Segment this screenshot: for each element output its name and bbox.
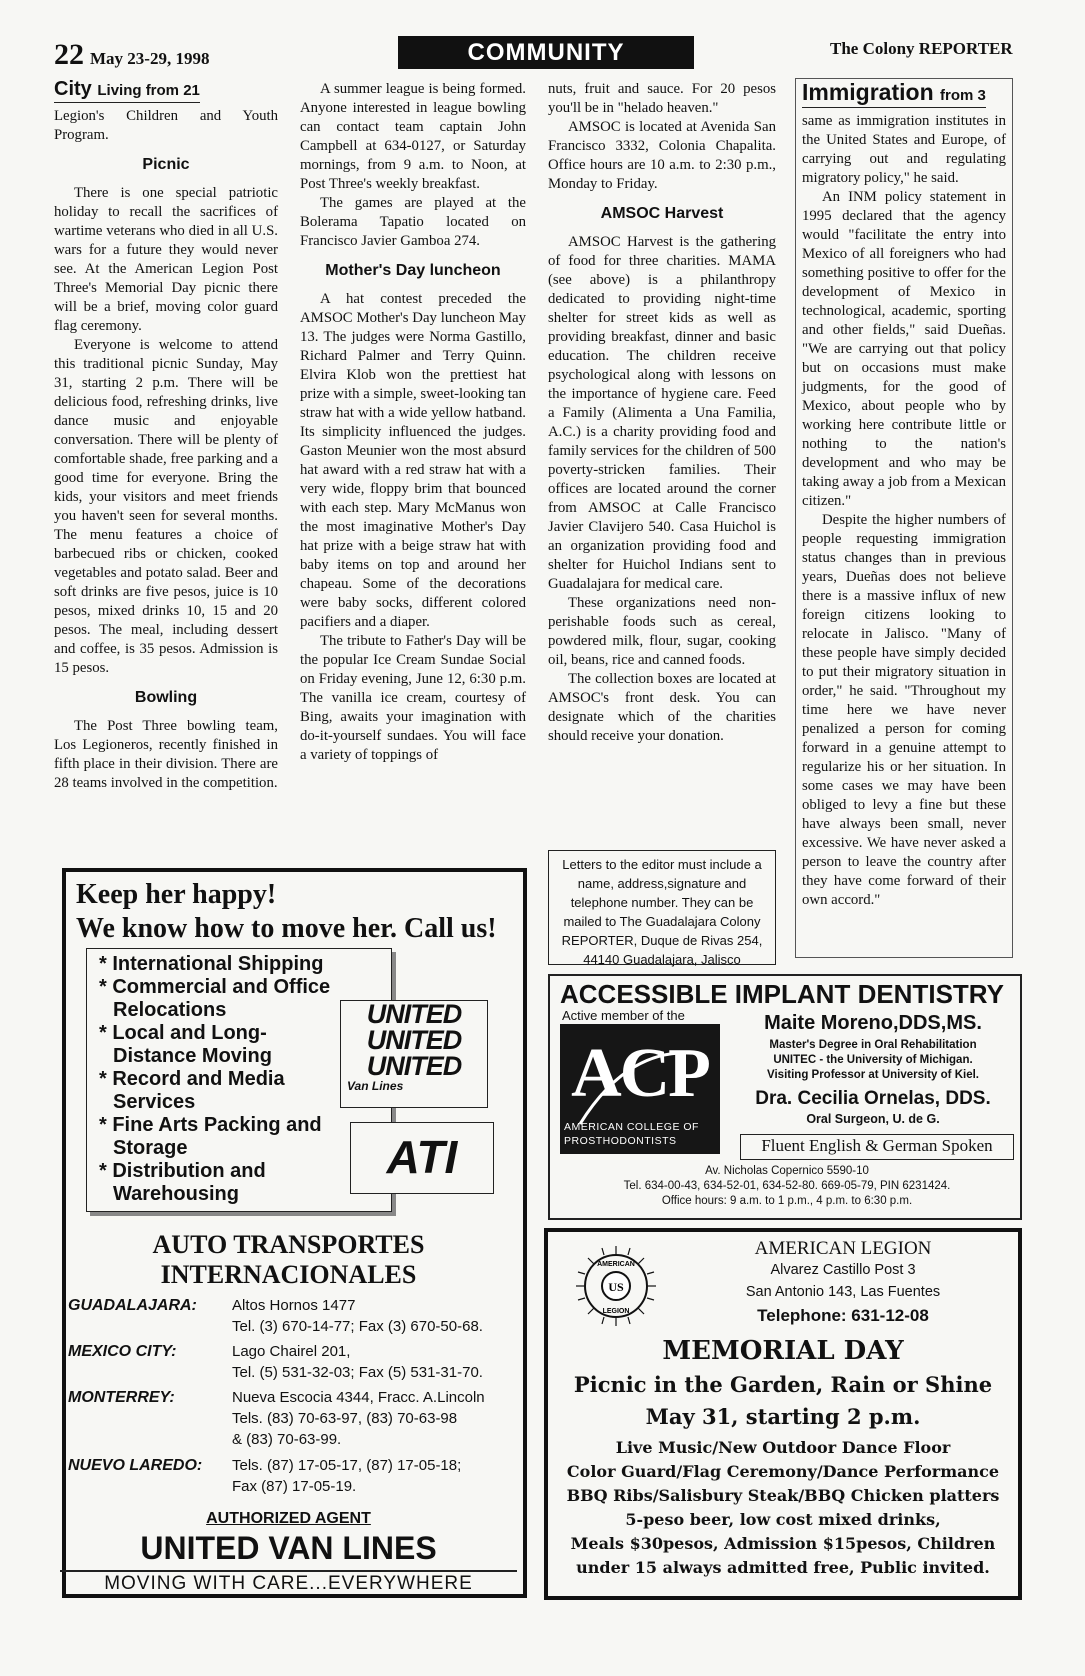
mothers-day-paragraph: A hat contest preceded the AMSOC Mother's Day luncheon May 13. The judges were Norma Gastillo, Richard Palmer and Terry Quinn. Elvira Klob won the prettiest hat prize with a simple, sweet-looking tan straw hat with a wide yellow hatband. Its simplicity influenced the judges. Gaston Meunier won the most absurd hat award with a red straw hat with a very wide, floppy brim that bounced with each step. Mary McManus won the most imaginative Mother's Day hat prize with a beige straw hat with baby items on top and around her chapeau. Some of the decorations were baby socks, different colored pacifiers and a diaper. — [300, 291, 527, 630]
languages-spoken: Fluent English & German Spoken — [740, 1134, 1014, 1160]
office-city: NUEVO LAREDO: — [68, 1457, 203, 1474]
doctor-2-credentials: Oral Surgeon, U. de G. — [806, 1112, 940, 1126]
acp-caption — [564, 1120, 699, 1148]
ati-logo: ATI — [350, 1122, 494, 1194]
office-address: Nueva Escocia 4344, Fracc. A.Lincoln — [232, 1389, 485, 1406]
picnic-paragraph: Everyone is welcome to attend this traditional picnic Sunday, May 31, starting 2 p.m. There will be delicious food, refreshing drinks, live dance music and enjoyable conversation. There will be plenty of comfortable shade, free parking and a good time for everyone. Bring the kids, your visitors and meet friends you haven't seen for several months. The menu features a choice of barbecued ribs or chicken, cooked vegetables and potato salad. Beer and soft drinks are five pesos, juice is 10 pesos, mixed drinks 10, 15 and 20 pesos. The meal, including dessert and coffee, is 35 pesos. Admission is 15 pesos. — [54, 337, 278, 676]
van-lines-label: Van Lines — [347, 1079, 404, 1093]
section-title: COMMUNITY — [398, 36, 694, 69]
acp-letters: ACP — [571, 1035, 709, 1112]
doctor-1-name: Maite Moreno,DDS,MS. — [764, 1012, 982, 1034]
city-living-kicker — [54, 80, 200, 103]
picnic-heading: Picnic — [142, 156, 190, 173]
dentistry-ad — [548, 974, 1022, 1220]
company-name-line: AUTO TRANSPORTES — [152, 1230, 425, 1259]
kicker-main: City — [54, 78, 92, 100]
dentistry-address: Av. Nicholas Copernico 5590-10 — [705, 1165, 869, 1177]
office-fax: Fax (87) 17-05-19. — [232, 1478, 357, 1495]
service-item: * Commercial and Office Relocations — [99, 976, 331, 1021]
bowling-heading: Bowling — [134, 689, 198, 706]
office-city: GUADALAJARA: — [68, 1297, 197, 1314]
office-address: Lago Chairel 201, — [232, 1343, 351, 1360]
event-title: MEMORIAL DAY — [662, 1336, 904, 1366]
harvest-paragraph: The collection boxes are located at AMSOC's front desk. You can designate which of the charities should receive your donation. — [548, 671, 776, 744]
service-item: * Fine Arts Packing and Storage — [99, 1114, 322, 1159]
legion-telephone: Telephone: 631-12-08 — [757, 1306, 929, 1325]
issue-date: May 23-29, 1998 — [90, 49, 210, 68]
credential-line: Visiting Professor at University of Kiel. — [767, 1069, 979, 1081]
toppings-paragraph: nuts, fruit and sauce. For 20 pesos you'll be in "helado heaven." — [548, 81, 776, 116]
seal-bottom-text: LEGION — [602, 1308, 630, 1315]
service-item: * Record and Media Services — [99, 1068, 285, 1113]
bowling-paragraph: The Post Three bowling team, Los Legioneros, recently finished in fifth place in their division. There are 28 teams involved in the competition. — [54, 718, 278, 791]
american-legion-emblem-icon — [574, 1244, 658, 1328]
service-item: * Distribution and Warehousing — [99, 1160, 266, 1205]
dentistry-phones: Tel. 634-00-43, 634-52-01, 634-52-80. 669-05-79, PIN 6231424. — [623, 1180, 951, 1192]
immigration-kicker — [802, 79, 986, 108]
office-city: MONTERREY: — [68, 1389, 175, 1406]
immigration-paragraph: same as immigration institutes in the United States and Europe, of carrying out and regulating migratory policy," he said. — [802, 113, 1006, 186]
credential-line: Master's Degree in Oral Rehabilitation — [769, 1039, 977, 1051]
service-item: * International Shipping — [99, 953, 324, 975]
mothers-day-heading: Mother's Day luncheon — [325, 262, 501, 279]
office-city: MEXICO CITY: — [68, 1343, 177, 1360]
column-harvest — [548, 80, 776, 746]
column-city-living — [54, 80, 278, 793]
office-phone: Tels. (83) 70-63-97, (83) 70-63-98 — [232, 1410, 458, 1427]
letters-to-editor-box: Letters to the editor must include a name, address,signature and telephone number. They can be mailed to The Guadalajara Colony REPORTER, Duque de Rivas 254, 44140 Guadalajara, Jalisco — [548, 850, 776, 965]
legion-org: AMERICAN LEGION — [754, 1238, 932, 1259]
ad-headline-1: Keep her happy! — [76, 879, 277, 910]
office-phone: & (83) 70-63-99. — [232, 1431, 342, 1448]
page-number: 22 — [54, 38, 84, 71]
office-address: Altos Hornos 1477 — [232, 1297, 356, 1314]
service-item: * Local and Long-Distance Moving — [99, 1022, 272, 1067]
event-detail: BBQ Ribs/Salisbury Steak/BBQ Chicken platters — [566, 1486, 1000, 1505]
legion-address: San Antonio 143, Las Fuentes — [745, 1284, 941, 1300]
intro-text: Legion's Children and Youth Program. — [54, 108, 278, 143]
doctor-2-name: Dra. Cecilia Ornelas, DDS. — [755, 1088, 991, 1109]
doctor-1-credentials — [738, 1038, 1008, 1083]
seal-center-text: US — [608, 1280, 624, 1294]
acp-logo — [560, 1024, 720, 1154]
united-wordmark: UNITED — [366, 1051, 462, 1081]
event-detail: under 15 always admitted free, Public invited. — [576, 1558, 990, 1577]
company-name — [66, 1230, 511, 1290]
immigration-paragraph: An INM policy statement in 1995 declared that the agency would "facilitate the entry into Mexico of all foreigners who had something positive to offer for the development of Mexico in technological, academic, sporting and other fields," said Dueñas. "We are carrying out that policy but on occasions must make judgments, for the good of Mexico, about people who by working here contribute little or nothing to the nation's development and who may be taking away a job from a Mexican citizen." — [802, 189, 1006, 509]
authorized-agent-label: AUTHORIZED AGENT — [206, 1510, 371, 1527]
harvest-paragraph: These organizations need non-perishable foods such as cereal, powdered milk, flour, sugar, cooking oil, beans, rice and canned foods. — [548, 595, 776, 668]
credential-line: UNITEC - the University of Michigan. — [773, 1054, 973, 1066]
kicker-sub: from 3 — [940, 87, 986, 104]
acp-college: AMERICAN COLLEGE OF — [564, 1121, 699, 1133]
immigration-paragraph: Despite the higher numbers of people requesting immigration status changes than in previous years, Dueñas does not believe there is a massive influx of new foreign citizens looking to relocate in Jalisco. "Many of these people have simply decided to put their migratory situation in order," he said. "Throughout my time here we have never penalized a person for coming forward in a genuine attempt to regularize his or her situation. In some cases we may have been obliged to levy a fine but these have always been small, never excessive. We have never asked a person to leave the country after they have come forward of their own accord." — [802, 512, 1006, 908]
slogan: MOVING WITH CARE...EVERYWHERE — [60, 1570, 517, 1596]
company-name-line: INTERNACIONALES — [160, 1260, 417, 1289]
agent-name: UNITED VAN LINES — [140, 1530, 437, 1566]
legion-post: Alvarez Castillo Post 3 — [770, 1262, 916, 1278]
united-wordmark: UNITED — [366, 999, 462, 1029]
page-date-line — [54, 38, 209, 72]
dentistry-hours: Office hours: 9 a.m. to 1 p.m., 4 p.m. to 6:30 p.m. — [661, 1195, 913, 1207]
column-amsoc — [300, 80, 526, 765]
kicker-sub: Living from 21 — [97, 82, 200, 99]
dentistry-contact — [560, 1164, 1014, 1209]
united-wordmark: UNITED — [366, 1025, 462, 1055]
office-phone: Tel. (5) 531-32-03; Fax (5) 531-31-70. — [232, 1364, 483, 1381]
moving-company-ad — [62, 868, 527, 1598]
picnic-paragraph: There is one special patriotic holiday to recall the sacrifices of wartime veterans who died in all U.S. wars for a future they would never see. At the American Legion Post Three's Memorial Day picnic there will be a brief, moving color guard flag ceremony. — [54, 185, 278, 334]
dentistry-title: ACCESSIBLE IMPLANT DENTISTRY — [560, 979, 1004, 1009]
immigration-column — [795, 78, 1013, 958]
event-detail: 5-peso beer, low cost mixed drinks, — [625, 1510, 941, 1529]
amsoc-location-paragraph: AMSOC is located at Avenida San Francisco 3332, Colonia Chapalita. Office hours are 10 a.m. to 2:30 p.m., Monday to Friday. — [548, 119, 776, 192]
event-tagline: Picnic in the Garden, Rain or Shine — [573, 1372, 993, 1397]
event-detail: Color Guard/Flag Ceremony/Dance Performance — [566, 1462, 1000, 1481]
bowling-location-paragraph: The games are played at the Bolerama Tapatio located on Francisco Javier Gamboa 274. — [300, 195, 526, 249]
american-legion-ad — [544, 1228, 1022, 1600]
ad-headline-2: We know how to move her. Call us! — [76, 913, 497, 944]
event-detail: Live Music/New Outdoor Dance Floor — [615, 1438, 951, 1457]
united-van-lines-logo — [340, 1000, 488, 1108]
bowling-league-paragraph: A summer league is being formed. Anyone interested in league bowling can contact team captain John Campbell at 634-0127, or Saturday mornings, from 9 a.m. to Noon, at Post Three's weekly breakfast. — [300, 81, 526, 192]
office-phone: Tels. (87) 17-05-17, (87) 17-05-18; — [232, 1457, 462, 1474]
harvest-paragraph: AMSOC Harvest is the gathering of food for three charities. MAMA (see above) is a philanthropy dedicated to providing night-time shelter for street kids as well as providing breakfast, dinner and basic education. The children receive psychological along with lessons on the importance of hygiene care. Feed a Family (Alimenta a Una Familia, A.C.) is a charity providing food and family services for the children of 500 poverty-stricken families. Their offices are located around the corner from AMSOC at Calle Francisco Javier Clavijero 540. Casa Huichol is an organization providing food and shelter for Huichol Indians sent to Guadalajara for medical care. — [548, 234, 776, 592]
fathers-day-paragraph: The tribute to Father's Day will be the popular Ice Cream Sundae Social on Friday evening, June 12, 6:30 p.m. The vanilla ice cream, courtesy of Bing, awaits your imagination with do-it-yourself sundaes. You will face a variety of toppings of — [300, 633, 526, 763]
office-phone: Tel. (3) 670-14-77; Fax (3) 670-50-68. — [232, 1318, 483, 1335]
member-label: Active member of the — [562, 1008, 685, 1023]
seal-top-text: AMERICAN — [597, 1261, 635, 1268]
event-detail: Meals $30pesos, Admission $15pesos, Children — [570, 1534, 996, 1553]
kicker-main: Immigration — [802, 79, 934, 105]
event-date: May 31, starting 2 p.m. — [645, 1404, 921, 1429]
masthead: The Colony REPORTER — [830, 39, 1013, 58]
harvest-heading: AMSOC Harvest — [600, 205, 724, 222]
acp-prosthodontists: PROSTHODONTISTS — [564, 1135, 677, 1147]
